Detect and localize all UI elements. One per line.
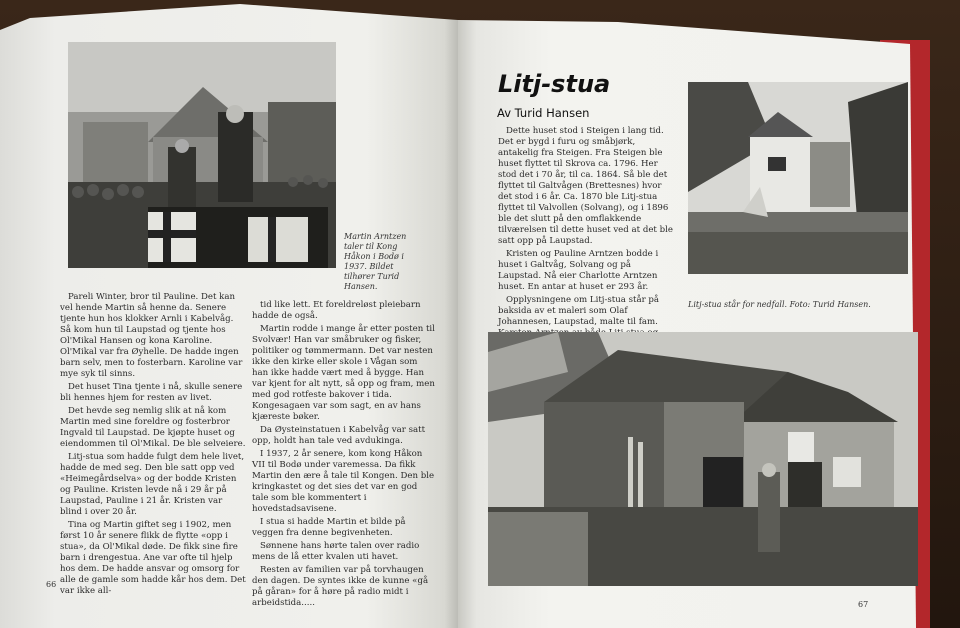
paragraph: Litj-stua som hadde fulgt dem hele livet, hadde de med seg. Den ble satt opp ved «Heimegårdselva» og der bodde Kristen og Pauline. Kristen levde nå i 29 år på Laupstad, Pauline i 21 år. Kristen var blind i over 20 år. [60, 452, 245, 517]
paragraph: Det huset Tina tjente i nå, skulle senere bli hennes hjem for resten av livet. [60, 382, 243, 403]
right-photo-caption: Litj-stua står for nedfall. Foto: Turid Hansen. [688, 300, 871, 309]
left-photo-caption: Martin Arntzen taler til Kong Håkon i Bodø i 1937. Bildet tilhører Turid Hansen. [344, 232, 407, 291]
king-speech-photo [68, 42, 336, 268]
paragraph: I 1937, 2 år senere, kom kong Håkon VII til Bodø under varemessa. Da fikk Martin den ære å tale til Kongen. Den ble kringkastet og det sies det var en god tale som ble kommentert i hovedstadsavisene. [252, 449, 435, 514]
left-column-2 [252, 300, 436, 611]
paragraph: Tina og Martin giftet seg i 1902, men først 10 år senere flikk de flytte «opp i stua», da Ol'Mikal døde. De fikk sine fire barn i drengestua. Ane var ofte til hjelp hos dem. De hadde ansvar og omsorg for alle de gamle som hadde kår hos dem. Det var ikke all- [60, 520, 246, 596]
paragraph: Resten av familien var på torvhaugen den dagen. De syntes ikke de kunne «gå på gåran» for å høre på radio midt i arbeidstida..... [252, 565, 429, 608]
article-byline: Av Turid Hansen [497, 106, 590, 120]
left-page-number: 66 [46, 580, 57, 589]
paragraph: Pareli Winter, bror til Pauline. Det kan vel hende Martin så henne da. Senere tjente hun hos klokker Arnli i Kabelvåg. Så kom hun til Laupstad og tjente hos Ol'Mikal Hansen og kona Karoline. Ol'Mikal var fra Øyhelle. De hadde ingen barn selv, men to fosterbarn. Karoline var mye syk til sinns. [60, 292, 243, 379]
right-page-number: 67 [858, 600, 869, 609]
left-column-1 [60, 292, 246, 599]
paragraph: Sønnene hans hørte talen over radio mens de lå etter kvalen uti havet. [252, 541, 420, 562]
paragraph: I stua si hadde Martin et bilde på veggen fra denne begivenheten. [252, 517, 406, 538]
paragraph: Da Øysteinstatuen i Kabelvåg var satt opp, holdt han tale ved avdukinga. [252, 425, 426, 446]
litj-stua-photo-top [688, 82, 908, 274]
paragraph: Kristen og Pauline Arntzen bodde i huset i Galtvåg, Solvang og på Laupstad. Nå eier Charlotte Arntzen huset. En antar at huset er 293 år. [498, 249, 659, 292]
paragraph: Dette huset stod i Steigen i lang tid. Det er bygd i furu og småbjørk, antakelig fra Steigen. Fra Steigen ble huset flyttet til Skrova ca. 1796. Her stod det i 70 år, til ca. 1864. Så ble det flyttet til Galtvågen (Brettesnes) hvor det stod i 6 år. Ca. 1870 ble Litj-stua flyttet til Valvollen (Solvang), og i 1896 ble det slutt på den omflakkende tilværelsen til dette huset ved at det ble satt opp på Laupstad. [498, 126, 673, 246]
paragraph: Martin rodde i mange år etter posten til Svolvær! Han var småbruker og fisker, politiker og tømmermann. Det var nesten ikke den kirke eller skole i Vågan som han ikke hadde vært med å bygge. Han var kjent for alt nytt, så opp og fram, men med god rotfeste bakover i tida. Kongesagaen var som sagt, en av hans kjæreste bøker. [252, 324, 435, 422]
article-title: Litj-stua [498, 70, 611, 98]
litj-stua-photo-bottom [488, 332, 918, 586]
paragraph: tid like lett. Et foreldreløst pleiebarn hadde de også. [252, 300, 421, 321]
paragraph: Det hevde seg nemlig slik at nå kom Martin med sine foreldre og fosterbror Ingvald til Laupstad. De kjøpte huset og eiendommen til Ol'Mikal. De ble selveiere. [60, 406, 246, 449]
paragraph: Opplysningene om Litj-stua står på baksida av et maleri som Olaf Johannesen, Laupstad, malte til fam. [498, 295, 660, 327]
